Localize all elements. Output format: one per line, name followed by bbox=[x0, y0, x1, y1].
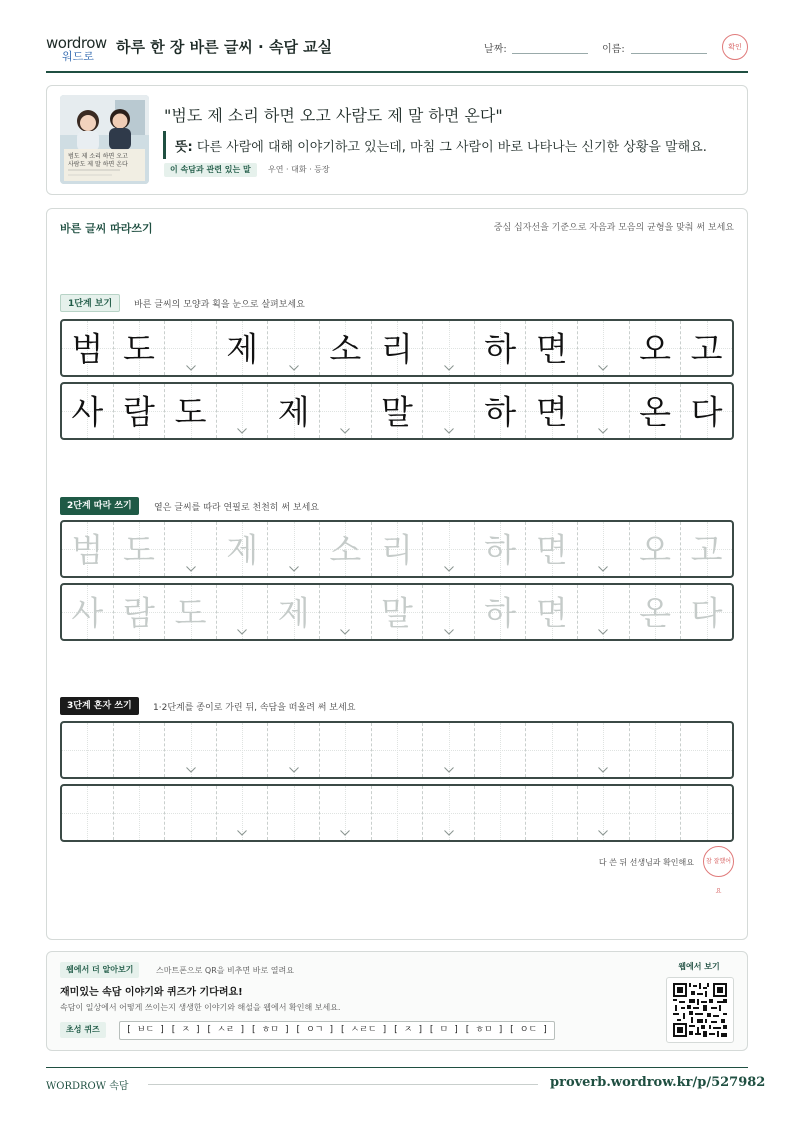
space-mark-icon bbox=[186, 365, 196, 371]
practice-char: 소 bbox=[329, 530, 362, 570]
meaning-label: 뜻: bbox=[175, 140, 193, 155]
char-cell[interactable] bbox=[114, 786, 166, 840]
space-cell[interactable] bbox=[268, 723, 320, 777]
center-guide-h bbox=[217, 813, 268, 814]
center-guide-h bbox=[165, 750, 216, 751]
char-cell[interactable] bbox=[475, 786, 527, 840]
practice-char: 사 bbox=[71, 392, 104, 432]
char-cell[interactable] bbox=[114, 723, 166, 777]
char-cell bbox=[372, 585, 424, 639]
space-mark-icon bbox=[186, 767, 196, 773]
space-cell bbox=[165, 522, 217, 576]
practice-title: 바른 글씨 따라쓰기 bbox=[60, 222, 153, 235]
practice-char: 하 bbox=[484, 329, 517, 369]
char-cell bbox=[526, 384, 578, 438]
space-cell[interactable] bbox=[320, 786, 372, 840]
char-cell bbox=[526, 585, 578, 639]
check-instruction: 다 쓴 뒤 선생님과 확인해요 bbox=[598, 858, 694, 867]
practice-char: 면 bbox=[535, 530, 568, 570]
space-cell[interactable] bbox=[578, 786, 630, 840]
practice-char: 도 bbox=[122, 329, 155, 369]
practice-char: 온 bbox=[639, 392, 671, 432]
space-cell[interactable] bbox=[578, 723, 630, 777]
qr-code-icon[interactable] bbox=[673, 983, 727, 1041]
char-cell[interactable] bbox=[630, 786, 682, 840]
char-cell bbox=[62, 585, 114, 639]
header-divider bbox=[46, 71, 748, 73]
center-guide-h bbox=[320, 813, 371, 814]
char-cell bbox=[62, 522, 114, 576]
space-cell bbox=[423, 585, 475, 639]
center-guide-h bbox=[372, 813, 423, 814]
char-cell[interactable] bbox=[217, 723, 269, 777]
center-guide-h bbox=[165, 813, 216, 814]
char-cell bbox=[630, 321, 682, 375]
center-guide-h bbox=[423, 612, 474, 613]
center-guide-h bbox=[62, 750, 113, 751]
center-guide-h bbox=[526, 750, 577, 751]
center-guide-h bbox=[62, 813, 113, 814]
center-guide-h bbox=[423, 549, 474, 550]
space-mark-icon bbox=[444, 629, 454, 635]
practice-char: 리 bbox=[381, 530, 413, 570]
space-mark-icon bbox=[444, 566, 454, 572]
char-cell bbox=[681, 585, 732, 639]
char-cell bbox=[475, 522, 527, 576]
space-mark-icon bbox=[598, 767, 608, 773]
space-mark-icon bbox=[340, 629, 350, 635]
center-guide-h bbox=[681, 750, 732, 751]
char-cell bbox=[681, 384, 732, 438]
web-description: 속담이 일상에서 어떻게 쓰이는지 생생한 이야기와 해설을 웹에서 확인해 보세요. bbox=[60, 1003, 341, 1012]
practice-char: 람 bbox=[122, 392, 155, 432]
initial-consonant-quiz: [ ㅂㄷ ] [ ㅈ ] [ ㅅㄹ ] [ ㅎㅁ ] [ ㅇㄱ ] [ ㅅㄹㄷ ] [ ㅈ ] [ ㅁ ] [ ㅎㅁ ] [ ㅇㄷ ] bbox=[119, 1021, 555, 1040]
name-field[interactable] bbox=[631, 53, 707, 54]
practice-char: 제 bbox=[226, 530, 259, 570]
space-cell bbox=[320, 384, 372, 438]
stage3-row-2[interactable] bbox=[60, 784, 734, 842]
practice-char: 범 bbox=[71, 329, 104, 369]
center-guide-h bbox=[681, 813, 732, 814]
char-cell[interactable] bbox=[681, 723, 732, 777]
center-guide-h bbox=[372, 750, 423, 751]
char-cell bbox=[114, 522, 166, 576]
practice-char: 하 bbox=[484, 530, 517, 570]
center-guide-h bbox=[423, 348, 474, 349]
footer-line bbox=[148, 1084, 538, 1085]
space-cell bbox=[268, 522, 320, 576]
space-mark-icon bbox=[186, 566, 196, 572]
char-cell[interactable] bbox=[320, 723, 372, 777]
center-guide-h bbox=[475, 750, 526, 751]
char-cell bbox=[372, 522, 424, 576]
space-cell[interactable] bbox=[165, 723, 217, 777]
space-cell bbox=[578, 384, 630, 438]
space-mark-icon bbox=[237, 830, 247, 836]
center-guide-h bbox=[526, 813, 577, 814]
practice-char: 도 bbox=[122, 530, 155, 570]
space-mark-icon bbox=[598, 830, 608, 836]
practice-char: 오 bbox=[639, 329, 671, 369]
char-cell[interactable] bbox=[526, 786, 578, 840]
center-guide-h bbox=[320, 411, 371, 412]
center-guide-h bbox=[630, 750, 681, 751]
char-cell bbox=[268, 384, 320, 438]
center-guide-h bbox=[165, 348, 216, 349]
center-guide-h bbox=[423, 813, 474, 814]
center-guide-h bbox=[268, 813, 319, 814]
center-guide-h bbox=[217, 612, 268, 613]
date-field[interactable] bbox=[512, 53, 588, 54]
practice-char: 오 bbox=[639, 530, 671, 570]
footer-brand: WORDROW 속담 bbox=[46, 1081, 129, 1092]
char-cell bbox=[475, 585, 527, 639]
space-cell bbox=[578, 585, 630, 639]
char-cell[interactable] bbox=[372, 723, 424, 777]
center-guide-h bbox=[578, 348, 629, 349]
space-mark-icon bbox=[289, 365, 299, 371]
web-badge: 웹에서 더 알아보기 bbox=[60, 962, 139, 978]
char-cell[interactable] bbox=[630, 723, 682, 777]
char-cell bbox=[268, 585, 320, 639]
char-cell bbox=[320, 522, 372, 576]
center-guide-h bbox=[578, 813, 629, 814]
stage3-desc: 1·2단계를 종이로 가린 뒤, 속담을 떠올려 써 보세요 bbox=[153, 703, 356, 713]
quiz-badge: 초성 퀴즈 bbox=[60, 1022, 106, 1038]
practice-char: 도 bbox=[174, 392, 207, 432]
practice-char: 소 bbox=[329, 329, 362, 369]
proverb-illustration bbox=[60, 95, 149, 184]
char-cell bbox=[165, 384, 217, 438]
space-mark-icon bbox=[237, 629, 247, 635]
well-done-stamp: 참 잘했어요 bbox=[703, 846, 734, 877]
practice-char: 말 bbox=[381, 392, 413, 432]
char-cell bbox=[630, 384, 682, 438]
space-cell bbox=[423, 384, 475, 438]
char-cell bbox=[114, 585, 166, 639]
practice-char: 온 bbox=[639, 593, 671, 633]
char-cell bbox=[320, 321, 372, 375]
center-guide-h bbox=[268, 549, 319, 550]
stage3-row-1[interactable] bbox=[60, 721, 734, 779]
stage1-row-2 bbox=[60, 382, 734, 440]
space-mark-icon bbox=[598, 428, 608, 434]
web-badge-desc: 스마트폰으로 QR을 비추면 바로 열려요 bbox=[156, 966, 294, 975]
space-mark-icon bbox=[289, 566, 299, 572]
date-label: 날짜: bbox=[484, 44, 507, 55]
confirm-stamp: 확인 bbox=[722, 34, 748, 60]
practice-char: 사 bbox=[71, 593, 104, 633]
proverb-meaning bbox=[175, 136, 707, 155]
practice-char: 제 bbox=[277, 392, 310, 432]
space-cell bbox=[320, 585, 372, 639]
space-mark-icon bbox=[340, 830, 350, 836]
svg-text:범도 제 소리 하면 오고: 범도 제 소리 하면 오고 bbox=[68, 153, 128, 160]
char-cell[interactable] bbox=[681, 786, 732, 840]
stage2-desc: 옅은 글씨를 따라 연필로 천천히 써 보세요 bbox=[154, 503, 319, 513]
char-cell[interactable] bbox=[475, 723, 527, 777]
stage2-badge: 2단계 따라 쓰기 bbox=[60, 497, 139, 515]
practice-char: 고 bbox=[690, 329, 723, 369]
center-guide-h bbox=[578, 750, 629, 751]
practice-char: 다 bbox=[690, 392, 723, 432]
proverb-quote: "범도 제 소리 하면 오고 사람도 제 말 하면 온다" bbox=[164, 106, 503, 125]
space-cell bbox=[165, 321, 217, 375]
practice-char: 도 bbox=[174, 593, 207, 633]
char-cell bbox=[681, 321, 732, 375]
center-guide-h bbox=[630, 813, 681, 814]
center-guide-h bbox=[217, 750, 268, 751]
wordrow-logo bbox=[46, 34, 107, 63]
logo-word: wordrow bbox=[46, 34, 107, 52]
practice-char: 제 bbox=[226, 329, 259, 369]
space-mark-icon bbox=[444, 830, 454, 836]
meaning-text: 다른 사람에 대해 이야기하고 있는데, 마침 그 사람이 바로 나타나는 신기한 상황을 말해요. bbox=[192, 140, 707, 155]
char-cell bbox=[114, 384, 166, 438]
stage1-desc: 바른 글씨의 모양과 획을 눈으로 살펴보세요 bbox=[134, 300, 305, 310]
char-cell[interactable] bbox=[526, 723, 578, 777]
char-cell bbox=[630, 585, 682, 639]
char-cell bbox=[62, 384, 114, 438]
practice-hint: 중심 십자선을 기준으로 자음과 모음의 균형을 맞춰 써 보세요 bbox=[493, 223, 734, 233]
name-label: 이름: bbox=[602, 44, 625, 55]
space-cell bbox=[578, 321, 630, 375]
space-mark-icon bbox=[289, 767, 299, 773]
char-cell bbox=[526, 321, 578, 375]
char-cell[interactable] bbox=[62, 786, 114, 840]
practice-char: 면 bbox=[535, 593, 568, 633]
char-cell bbox=[475, 321, 527, 375]
related-tags: 우연 · 대화 · 등장 bbox=[268, 165, 330, 174]
space-cell[interactable] bbox=[423, 723, 475, 777]
center-guide-h bbox=[423, 750, 474, 751]
space-cell bbox=[578, 522, 630, 576]
char-cell[interactable] bbox=[268, 786, 320, 840]
char-cell bbox=[62, 321, 114, 375]
char-cell bbox=[681, 522, 732, 576]
practice-char: 고 bbox=[690, 530, 723, 570]
center-guide-h bbox=[578, 612, 629, 613]
center-guide-h bbox=[475, 813, 526, 814]
meaning-accent-bar bbox=[163, 131, 166, 159]
center-guide-h bbox=[578, 411, 629, 412]
stage2-row-2[interactable] bbox=[60, 583, 734, 641]
space-mark-icon bbox=[340, 428, 350, 434]
center-guide-h bbox=[268, 750, 319, 751]
space-cell bbox=[268, 321, 320, 375]
center-guide-h bbox=[320, 750, 371, 751]
space-mark-icon bbox=[598, 566, 608, 572]
space-cell bbox=[423, 522, 475, 576]
stage2-row-1[interactable] bbox=[60, 520, 734, 578]
char-cell[interactable] bbox=[62, 723, 114, 777]
char-cell bbox=[372, 384, 424, 438]
stage1-badge: 1단계 보기 bbox=[60, 294, 120, 312]
practice-char: 면 bbox=[535, 392, 568, 432]
practice-char: 하 bbox=[484, 593, 517, 633]
center-guide-h bbox=[217, 411, 268, 412]
page-title: 하루 한 장 바른 글씨 · 속담 교실 bbox=[116, 38, 333, 56]
space-mark-icon bbox=[598, 629, 608, 635]
space-cell bbox=[423, 321, 475, 375]
qr-label: 웹에서 보기 bbox=[678, 962, 720, 971]
practice-char: 람 bbox=[122, 593, 155, 633]
space-mark-icon bbox=[598, 365, 608, 371]
char-cell bbox=[217, 321, 269, 375]
stage1-row-1 bbox=[60, 319, 734, 377]
stage3-badge: 3단계 혼자 쓰기 bbox=[60, 697, 139, 715]
space-cell bbox=[217, 585, 269, 639]
space-mark-icon bbox=[444, 365, 454, 371]
char-cell bbox=[217, 522, 269, 576]
space-cell bbox=[217, 384, 269, 438]
footer-divider bbox=[46, 1067, 748, 1068]
footer-url[interactable]: proverb.wordrow.kr/p/527982 bbox=[550, 1075, 766, 1090]
logo-sub: 워드로 bbox=[62, 50, 94, 63]
space-cell[interactable] bbox=[217, 786, 269, 840]
char-cell[interactable] bbox=[372, 786, 424, 840]
char-cell[interactable] bbox=[165, 786, 217, 840]
center-guide-h bbox=[578, 549, 629, 550]
svg-text:사람도 제 말 하면 온다: 사람도 제 말 하면 온다 bbox=[68, 161, 128, 168]
center-guide-h bbox=[320, 612, 371, 613]
practice-char: 범 bbox=[71, 530, 104, 570]
practice-char: 다 bbox=[690, 593, 723, 633]
center-guide-h bbox=[165, 549, 216, 550]
char-cell bbox=[165, 585, 217, 639]
practice-char: 말 bbox=[381, 593, 413, 633]
center-guide-h bbox=[114, 750, 165, 751]
char-cell bbox=[475, 384, 527, 438]
practice-char: 하 bbox=[484, 392, 517, 432]
char-cell bbox=[526, 522, 578, 576]
practice-char: 면 bbox=[535, 329, 568, 369]
space-cell[interactable] bbox=[423, 786, 475, 840]
space-mark-icon bbox=[444, 428, 454, 434]
center-guide-h bbox=[268, 348, 319, 349]
space-mark-icon bbox=[444, 767, 454, 773]
related-badge: 이 속담과 관련 있는 말 bbox=[164, 163, 257, 177]
char-cell bbox=[114, 321, 166, 375]
char-cell bbox=[372, 321, 424, 375]
practice-char: 리 bbox=[381, 329, 413, 369]
space-mark-icon bbox=[237, 428, 247, 434]
practice-char: 제 bbox=[277, 593, 310, 633]
char-cell bbox=[630, 522, 682, 576]
center-guide-h bbox=[114, 813, 165, 814]
center-guide-h bbox=[423, 411, 474, 412]
web-headline: 재미있는 속담 이야기와 퀴즈가 기다려요! bbox=[60, 987, 243, 998]
